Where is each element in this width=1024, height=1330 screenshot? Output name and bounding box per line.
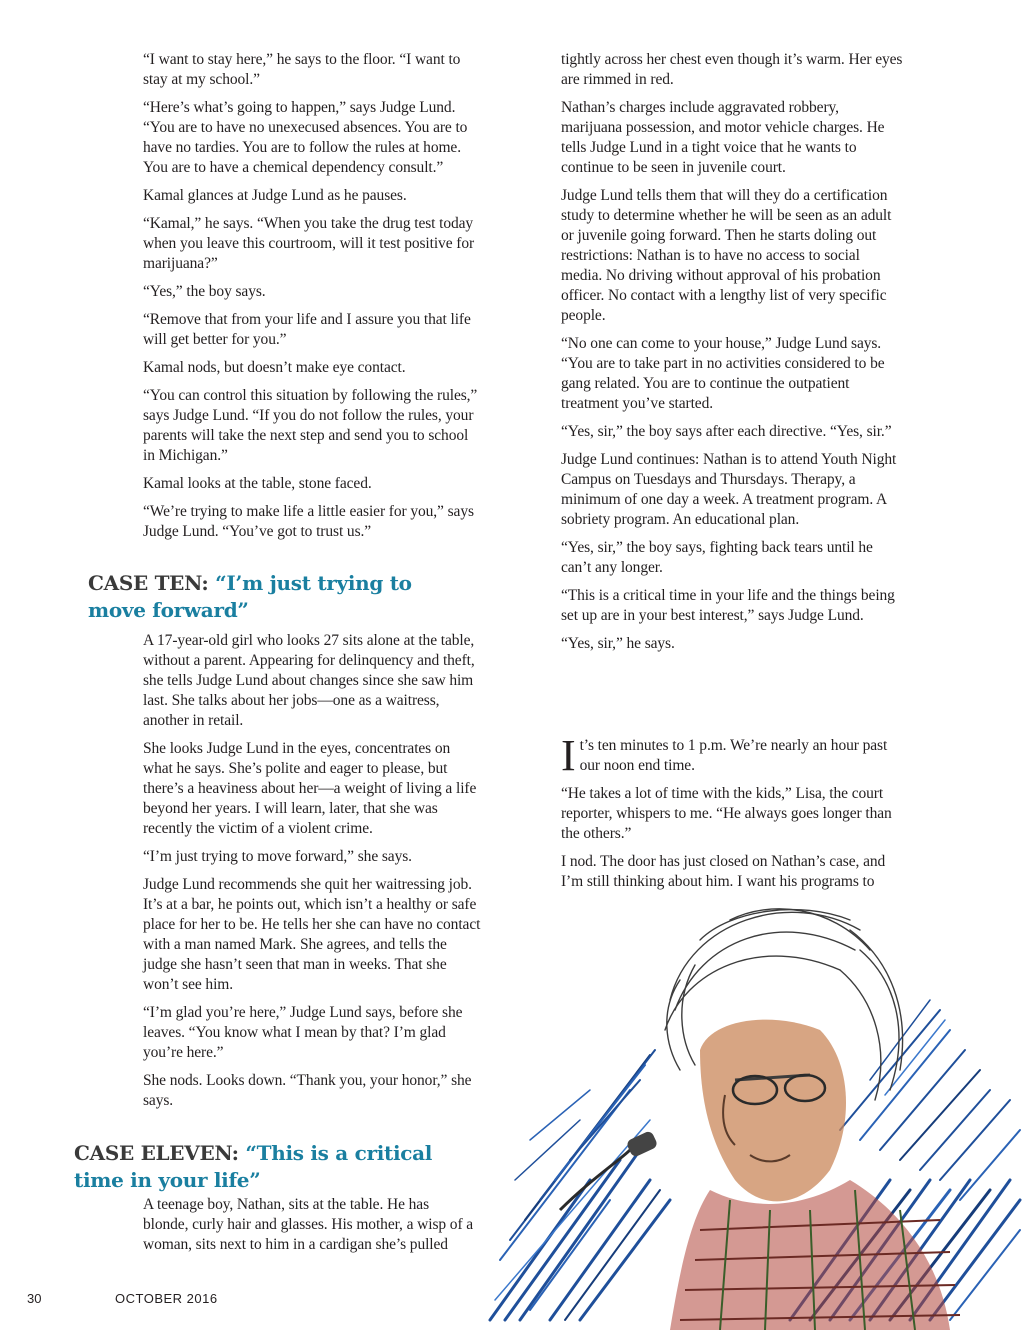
paragraph: “Remove that from your life and I assure you that life will get better for you.” [143, 311, 471, 348]
paragraph: tightly across her chest even though it’s warm. Her eyes are rimmed in red. [561, 51, 903, 88]
left-column-top [143, 50, 483, 550]
paragraph: Nathan’s charges include aggravated robbery, marijuana possession, and motor vehicle charges. He tells Judge Lund in a tight voice that he wants to continue to be seen in juvenile court. [561, 99, 885, 176]
paragraph: Kamal looks at the table, stone faced. [143, 475, 372, 492]
case-eleven-heading [74, 1140, 454, 1194]
dropcap-paragraph [561, 731, 903, 780]
paragraph: “He takes a lot of time with the kids,” Lisa, the court reporter, whispers to me. “He always goes longer than the others.” [561, 785, 892, 842]
issue-date: OCTOBER 2016 [115, 1291, 218, 1306]
case-ten-label: CASE TEN: [88, 571, 209, 595]
paragraph: I nod. The door has just closed on Nathan’s case, and I’m still thinking about him. I want his programs to [561, 853, 886, 890]
paragraph: Judge Lund continues: Nathan is to attend Youth Night Campus on Tuesdays and Thursdays. Therapy, a minimum of one day a week. A treatment program. A sobriety program. An educational plan. [561, 451, 897, 528]
paragraph: A teenage boy, Nathan, sits at the table. He has blonde, curly hair and glasses. His mother, a wisp of a woman, sits next to him in a cardigan she’s pulled [143, 1196, 474, 1253]
case-ten-quote: “I’m just trying to move forward” [88, 571, 412, 622]
paragraph: She nods. Looks down. “Thank you, your honor,” she says. [143, 1072, 472, 1109]
paragraph: “I want to stay here,” he says to the floor. “I want to stay at my school.” [143, 51, 461, 88]
case-eleven-quote: “This is a critical time in your life” [74, 1141, 433, 1192]
case-eleven-label: CASE ELEVEN: [74, 1141, 239, 1165]
case-eleven-body [143, 1195, 478, 1263]
dropcap-paragraph-text: t’s ten minutes to 1 p.m. We’re nearly an hour past our noon end time. [579, 737, 888, 774]
paragraph: “Here’s what’s going to happen,” says Judge Lund. “You are to have no unexecused absences. You are to have no tardies. You are to follow the rules at home. You are to have a chemical dependency consult.” [143, 99, 468, 176]
paragraph: A 17-year-old girl who looks 27 sits alone at the table, without a parent. Appearing for delinquency and theft, she tells Judge Lund about changes since she saw him last. She talks about her jobs—one as a waitress, another in retail. [143, 632, 475, 729]
paragraph: “This is a critical time in your life and the things being set up are in your best interest,” says Judge Lund. [561, 587, 895, 624]
right-column [561, 50, 903, 662]
paragraph: Kamal nods, but doesn’t make eye contact. [143, 359, 406, 376]
paragraph: “Yes, sir,” he says. [561, 635, 675, 652]
case-ten-heading [88, 570, 458, 624]
paragraph: “I’m glad you’re here,” Judge Lund says, before she leaves. “You know what I mean by that? I’m glad you’re here.” [143, 1004, 463, 1061]
paragraph: “I’m just trying to move forward,” she says. [143, 848, 412, 865]
judge-illustration [470, 880, 1024, 1330]
paragraph: Judge Lund recommends she quit her waitressing job. It’s at a bar, he points out, which isn’t a healthy or safe place for her to be. He tells her she can have no contact with a man named Mark. She agrees, and tells the judge she hasn’t seen that man in weeks. That she won’t see him. [143, 876, 481, 993]
paragraph: “No one can come to your house,” Judge Lund says. “You are to take part in no activities considered to be gang related. You are to continue the outpatient treatment you’ve started. [561, 335, 885, 412]
case-ten-body [143, 631, 483, 1119]
face [700, 1020, 846, 1202]
paragraph: “Yes, sir,” the boy says after each directive. “Yes, sir.” [561, 423, 892, 440]
paragraph: Kamal glances at Judge Lund as he pauses. [143, 187, 407, 204]
paragraph: “Yes, sir,” the boy says, fighting back tears until he can’t any longer. [561, 539, 873, 576]
microphone-icon [560, 1130, 658, 1210]
page-number: 30 [27, 1291, 42, 1306]
paragraph: Judge Lund tells them that will they do a certification study to determine whether he will be seen as an adult or juvenile going forward. Then he starts doling out restrictions: Nathan is to have no access to social media. No driving without approval of his probation officer. No contact with a lengthy list of very specific people. [561, 187, 892, 324]
paragraph: She looks Judge Lund in the eyes, concentrates on what he says. She’s polite and eager to please, but there’s a heaviness about her—a weight of living a life beyond her years. I will learn, later, that she was recently the victim of a violent crime. [143, 740, 477, 837]
plaid-shirt [670, 1180, 960, 1330]
paragraph: “We’re trying to make life a little easier for you,” says Judge Lund. “You’ve got to trust us.” [143, 503, 474, 540]
paragraph: “Kamal,” he says. “When you take the drug test today when you leave this courtroom, will it test positive for marijuana?” [143, 215, 475, 272]
paragraph: “You can control this situation by following the rules,” says Judge Lund. “If you do not follow the rules, your parents will take the next step and send you to school in Michigan.” [143, 387, 478, 464]
section-break-text [561, 731, 903, 900]
paragraph: “Yes,” the boy says. [143, 283, 266, 300]
drop-cap: I [561, 731, 576, 780]
